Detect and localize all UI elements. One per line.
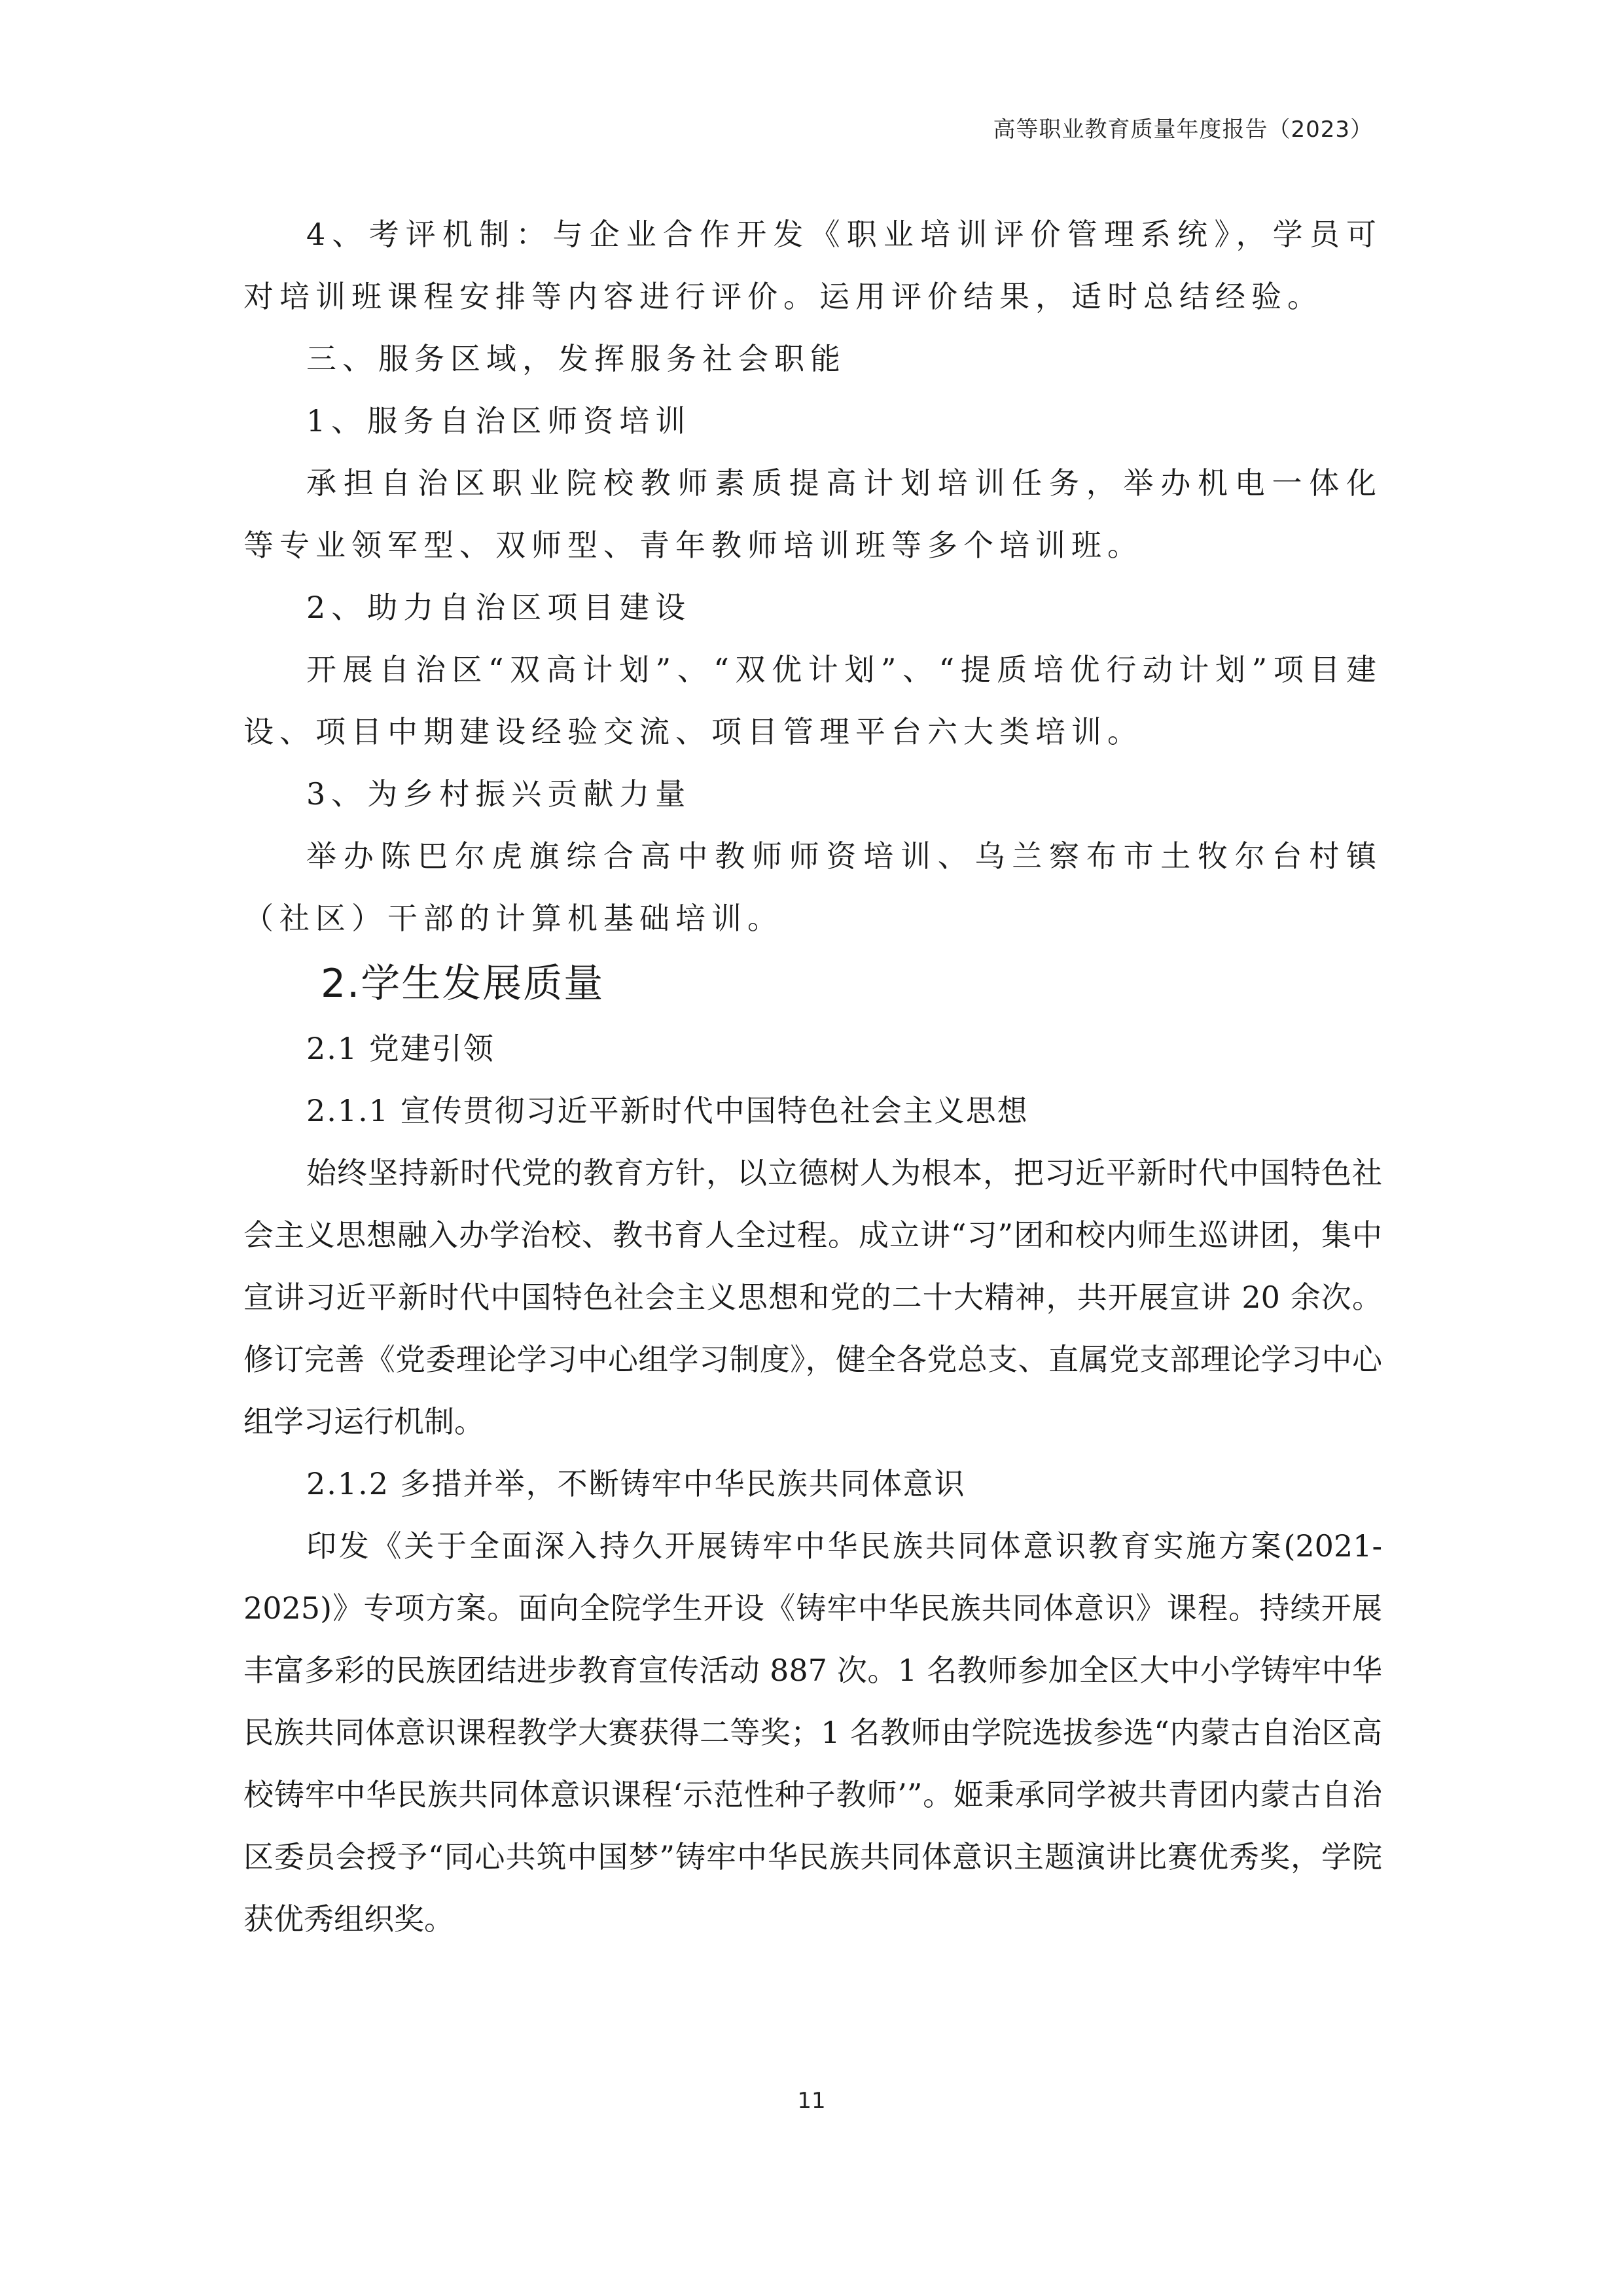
heading-teacher-training: 1、服务自治区师资培训: [306, 403, 692, 439]
heading-rural-revitalization: 3、为乡村振兴贡献力量: [306, 776, 692, 812]
sub2-paragraph: 印发《关于全面深入持久开展铸牢中华民族共同体意识教育实施方案(2021-2025)》专项方案。面向全院学生开设《铸牢中华民族共同体意识》课程。持续开展丰富多彩的民族团结进步教育宣传活动 887 次。1 名教师参加全区大中小学铸牢中华民族共同体意识课程教学大赛获得二等奖；1 名教师由学院选拔参选“内蒙古自治区高校铸牢中华民族共同体意识课程‘示范性种子教师’”。姬秉承同学被共青团内蒙古自治区委员会授予“同心共筑中国梦”铸牢中华民族共同体意识主题演讲比赛优秀奖，学院获优秀组织奖。: [243, 1528, 1382, 1937]
sub1-heading: 2.1.1 宣传贯彻习近平新时代中国特色社会主义思想: [306, 1093, 1029, 1128]
paragraph-project-construction: 开展自治区“双高计划”、“双优计划”、“提质培优行动计划”项目建设、项目中期建设经验交流、项目管理平台六大类培训。: [243, 652, 1382, 749]
paragraph-teacher-training: 承担自治区职业院校教师素质提高计划培训任务，举办机电一体化等专业领军型、双师型、青年教师培训班等多个培训班。: [243, 465, 1382, 563]
report-header: 高等职业教育质量年度报告（2023）: [993, 117, 1373, 143]
section-heading: 2.学生发展质量: [321, 961, 605, 1007]
sub2-heading: 2.1.2 多措并举，不断铸牢中华民族共同体意识: [306, 1466, 966, 1501]
paragraph-rural-revitalization: 举办陈巴尔虎旗综合高中教师师资培训、乌兰察布市土牧尔台村镇（社区）干部的计算机基础培训。: [243, 838, 1382, 936]
page-number: 11: [797, 2088, 826, 2114]
subsection-heading: 2.1 党建引领: [306, 1031, 495, 1066]
sub1-paragraph: 始终坚持新时代党的教育方针，以立德树人为根本，把习近平新时代中国特色社会主义思想融入办学治校、教书育人全过程。成立讲“习”团和校内师生巡讲团，集中宣讲习近平新时代中国特色社会主义思想和党的二十大精神，共开展宣讲 20 余次。修订完善《党委理论学习中心组学习制度》，健全各党总支、直属党支部理论学习中心组学习运行机制。: [243, 1155, 1382, 1439]
heading-project-construction: 2、助力自治区项目建设: [306, 590, 692, 625]
body-text: [243, 204, 1382, 1950]
heading-service-region: 三、服务区域，发挥服务社会职能: [306, 341, 846, 376]
paragraph-evaluation-mechanism: 4、考评机制：与企业合作开发《职业培训评价管理系统》，学员可对培训班课程安排等内容进行评价。运用评价结果，适时总结经验。: [243, 217, 1382, 314]
